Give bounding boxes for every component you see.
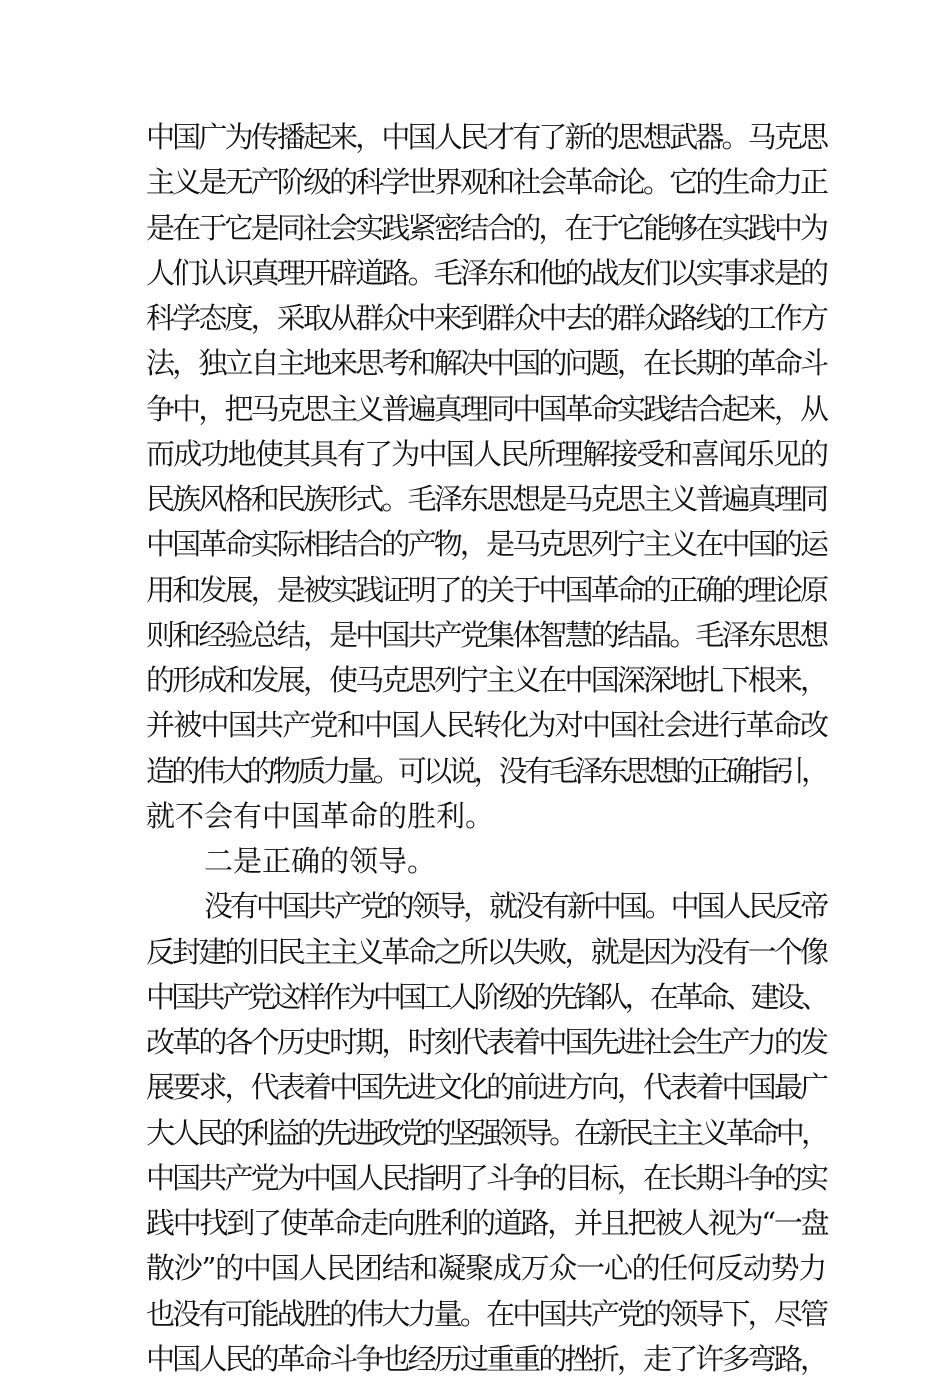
text-line: 中国革命实际相结合的产物，是马克思列宁主义在中国的运 [146, 527, 826, 562]
text-line: 科学态度，采取从群众中来到群众中去的群众路线的工作方 [146, 301, 826, 335]
text-line: 反封建的旧民主主义革命之所以失败，就是因为没有一个像 [146, 934, 826, 969]
text-line: 中国共产党为中国人民指明了斗争的目标，在长期斗争的实 [146, 1160, 826, 1195]
text-line: 没有中国共产党的领导，就没有新中国。中国人民反帝 [204, 889, 826, 924]
text-line: 争中，把马克思主义普遍真理同中国革命实践结合起来，从 [146, 391, 826, 426]
text-line: 中国共产党这样作为中国工人阶级的先锋队，在革命、建设、 [146, 979, 826, 1014]
text-line: 主义是无产阶级的科学世界观和社会革命论。它的生命力正 [146, 165, 826, 200]
text-line: 展要求，代表着中国先进文化的前进方向，代表着中国最广 [146, 1070, 826, 1105]
text-line: 则和经验总结，是中国共产党集体智慧的结晶。毛泽东思想 [146, 617, 826, 652]
text-line: 的形成和发展，使马克思列宁主义在中国深深地扎下根来， [146, 663, 826, 697]
text-line: 大人民的利益的先进政党的坚强领导。在新民主主义革命中， [146, 1115, 826, 1150]
text-line: 是在于它是同社会实践紧密结合的，在于它能够在实践中为 [146, 210, 826, 245]
text-line: 法，独立自主地来思考和解决中国的问题，在长期的革命斗 [146, 346, 826, 381]
text-line: 践中找到了使革命走向胜利的道路，并且把被人视为“一盘 [146, 1206, 828, 1240]
text-line: 而成功地使其具有了为中国人民所理解接受和喜闻乐见的 [146, 436, 828, 471]
text-line: 改革的各个历史时期，时刻代表着中国先进社会生产力的发 [146, 1025, 826, 1059]
text-line: 中国广为传播起来，中国人民才有了新的思想武器。马克思 [146, 120, 826, 154]
text-line: 中国人民的革命斗争也经历过重重的挫折，走了许多弯路， [146, 1341, 826, 1376]
text-line: 也没有可能战胜的伟大力量。在中国共产党的领导下，尽管 [146, 1296, 826, 1331]
text-line: 造的伟大的物质力量。可以说，没有毛泽东思想的正确指引， [146, 753, 826, 788]
text-line: 民族风格和民族形式。毛泽东思想是马克思主义普遍真理同 [146, 482, 826, 516]
text-line: 并被中国共产党和中国人民转化为对中国社会进行革命改 [146, 708, 828, 743]
text-line: 就不会有中国革命的胜利。 [146, 798, 495, 833]
text-line: 用和发展，是被实践证明了的关于中国革命的正确的理论原 [146, 572, 826, 607]
text-line: 人们认识真理开辟道路。毛泽东和他的战友们以实事求是的 [146, 255, 826, 290]
text-line: 散沙”的中国人民团结和凝聚成万众一心的任何反动势力 [146, 1251, 826, 1286]
section-heading: 二是正确的领导。 [204, 844, 437, 878]
body-text [146, 115, 826, 1382]
